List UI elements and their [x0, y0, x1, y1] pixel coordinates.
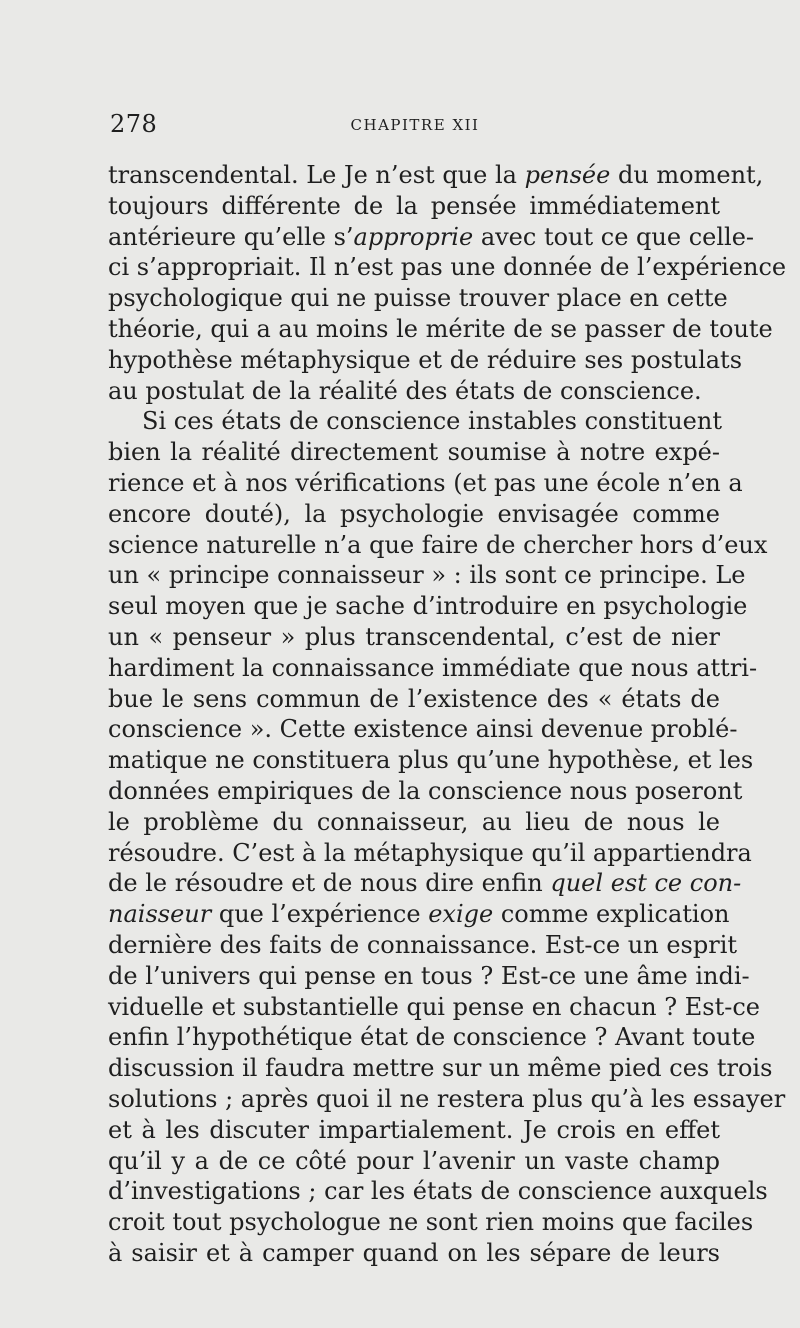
text-line: bien la réalité directement soumise à notre expé-	[108, 438, 720, 467]
text-line: toujours différente de la pensée immédiatement	[108, 191, 720, 220]
text-line: à saisir et à camper quand on les sépare de leurs	[108, 1238, 720, 1267]
text-line: un « principe connaisseur » : ils sont ce principe. Le	[108, 561, 746, 590]
body-text	[108, 160, 787, 1269]
text-line: science naturelle n’a que faire de chercher hors d’eux	[108, 530, 768, 559]
text-line: ci s’appropriait. Il n’est pas une donnée de l’expérience	[108, 253, 787, 282]
text-line: hypothèse métaphysique et de réduire ses postulats	[108, 345, 743, 374]
text-line: un « penseur » plus transcendental, c’est de nier	[108, 622, 720, 651]
text-line: et à les discuter impartialement. Je crois en effet	[108, 1115, 720, 1144]
text-line: Si ces états de conscience instables constituent	[142, 407, 722, 436]
page-number: 278	[110, 110, 158, 138]
text-line: matique ne constituera plus qu’une hypothèse, et les	[108, 746, 754, 775]
text-line: de le résoudre et de nous dire enfin quel est ce con-	[108, 869, 742, 898]
text-line: discussion il faudra mettre sur un même pied ces trois	[108, 1054, 773, 1083]
text-line: de l’univers qui pense en tous ? Est-ce une âme indi-	[108, 961, 750, 990]
text-line: enfin l’hypothétique état de conscience ? Avant toute	[108, 1023, 756, 1052]
text-line: le problème du connaisseur, au lieu de nous le	[108, 807, 720, 836]
text-line: résoudre. C’est à la métaphysique qu’il appartiendra	[108, 838, 752, 867]
text-line: solutions ; après quoi il ne restera plus qu’à les essayer	[108, 1084, 786, 1113]
text-line: antérieure qu’elle s’approprie avec tout ce que celle-	[108, 222, 755, 251]
text-line: dernière des faits de connaissance. Est-ce un esprit	[108, 930, 738, 959]
text-line: théorie, qui a au moins le mérite de se passer de toute	[108, 314, 773, 343]
text-line: seul moyen que je sache d’introduire en psychologie	[108, 592, 748, 621]
text-line: psychologique qui ne puisse trouver place en cette	[108, 284, 728, 313]
text-line: conscience ». Cette existence ainsi devenue problé-	[108, 715, 738, 744]
text-line: croit tout psychologue ne sont rien moins que faciles	[108, 1208, 754, 1237]
text-line: bue le sens commun de l’existence des « états de	[108, 684, 720, 713]
running-head-chapter-title: CHAPITRE XII	[350, 116, 480, 134]
text-line: viduelle et substantielle qui pense en chacun ? Est-ce	[108, 992, 760, 1021]
text-line: naisseur que l’expérience exige comme explication	[108, 900, 730, 929]
text-line: données empiriques de la conscience nous poseront	[108, 776, 743, 805]
text-line: rience et à nos vérifications (et pas une école n’en a	[108, 468, 743, 497]
text-line: qu’il y a de ce côté pour l’avenir un vaste champ	[108, 1146, 720, 1175]
text-line: au postulat de la réalité des états de conscience.	[108, 376, 702, 405]
page-header	[110, 110, 720, 140]
text-line: encore douté), la psychologie envisagée comme	[108, 499, 720, 528]
text-line: d’investigations ; car les états de conscience auxquels	[108, 1177, 768, 1206]
text-line: transcendental. Le Je n’est que la pensée du moment,	[108, 161, 764, 189]
text-line: hardiment la connaissance immédiate que nous attri-	[108, 653, 758, 682]
